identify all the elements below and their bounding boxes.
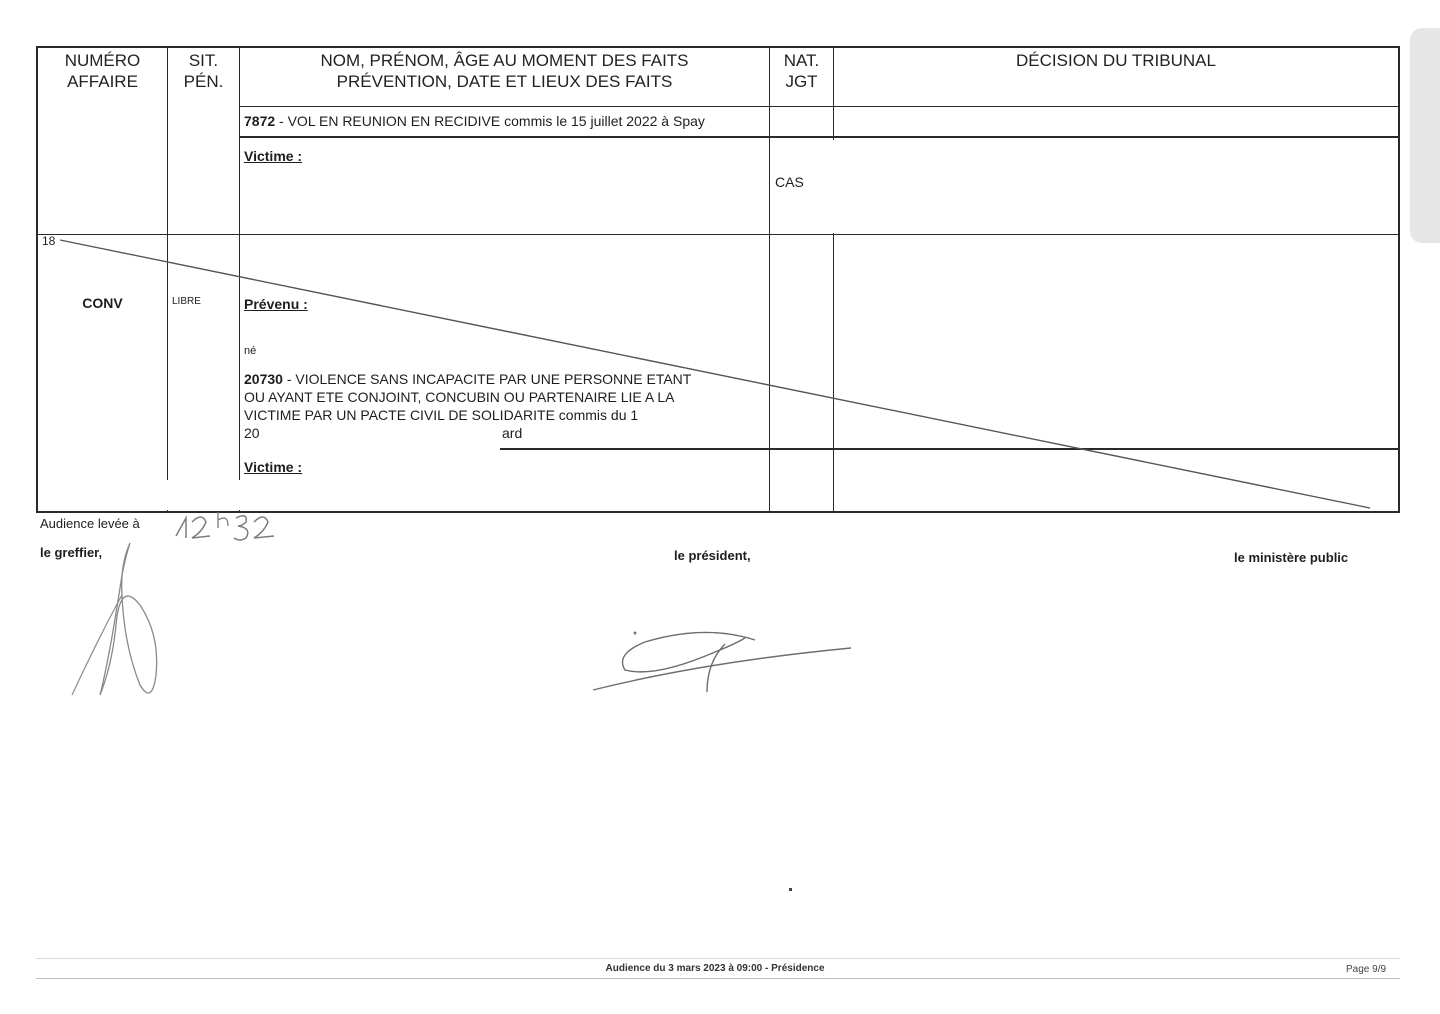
row2-offense <box>244 370 768 424</box>
footer-top-rule <box>36 958 1400 959</box>
footer-page-number: Page 9/9 <box>1346 964 1387 975</box>
row2-sit-pen: LIBRE <box>172 296 201 307</box>
row2-type: CONV <box>82 295 123 311</box>
handwritten-time-drawing <box>172 506 282 546</box>
row1-offense-code: 7872 <box>244 113 276 129</box>
row2-offense-code: 20730 <box>244 371 283 387</box>
greffier-signature <box>60 535 180 710</box>
row1-victime-label: Victime : <box>244 148 303 164</box>
row1-offense <box>244 113 769 129</box>
row2-offense-tail-right: ard <box>502 425 523 441</box>
handwritten-time <box>172 506 282 551</box>
header-nat-jgt: NAT. JGT <box>783 51 820 91</box>
audience-levee-label: Audience levée à <box>40 516 140 531</box>
row2-victime-label: Victime : <box>244 459 303 475</box>
header-numero-affaire: NUMÉRO AFFAIRE <box>64 51 141 91</box>
row2-numero: 18 <box>42 234 56 248</box>
row2-offense-tail-left: 20 <box>244 425 260 441</box>
president-label: le président, <box>674 548 751 563</box>
greffier-label: le greffier, <box>40 545 103 560</box>
header-nom-prevention: NOM, PRÉNOM, ÂGE AU MOMENT DES FAITS PRÉVENTION, DATE ET LIEUX DES FAITS <box>320 51 689 91</box>
row1-offense-text: - VOL EN REUNION EN RECIDIVE commis le 15 juillet 2022 à Spay <box>275 113 705 129</box>
row1-nat-jgt: CAS <box>775 174 804 190</box>
header-sit-pen: SIT. PÉN. <box>183 51 224 91</box>
footer-bottom-rule <box>36 978 1400 979</box>
ministere-public-label: le ministère public <box>1234 550 1349 565</box>
row2-ne-label: né <box>244 345 257 357</box>
row2-offense-line: OU AYANT ETE CONJOINT, CONCUBIN OU PARTENAIRE LIE A LA <box>244 389 675 405</box>
header-decision: DÉCISION DU TRIBUNAL <box>1016 51 1216 70</box>
row2-prevenu-label: Prévenu : <box>244 296 308 312</box>
footer-audience-info: Audience du 3 mars 2023 à 09:00 - Présidence <box>605 963 825 974</box>
president-signature <box>585 622 865 697</box>
row2-offense-line: - VIOLENCE SANS INCAPACITE PAR UNE PERSONNE ETANT <box>282 371 692 387</box>
stray-dot <box>789 888 792 891</box>
row2-offense-line: VICTIME PAR UN PACTE CIVIL DE SOLIDARITE commis du 1 <box>244 407 639 423</box>
